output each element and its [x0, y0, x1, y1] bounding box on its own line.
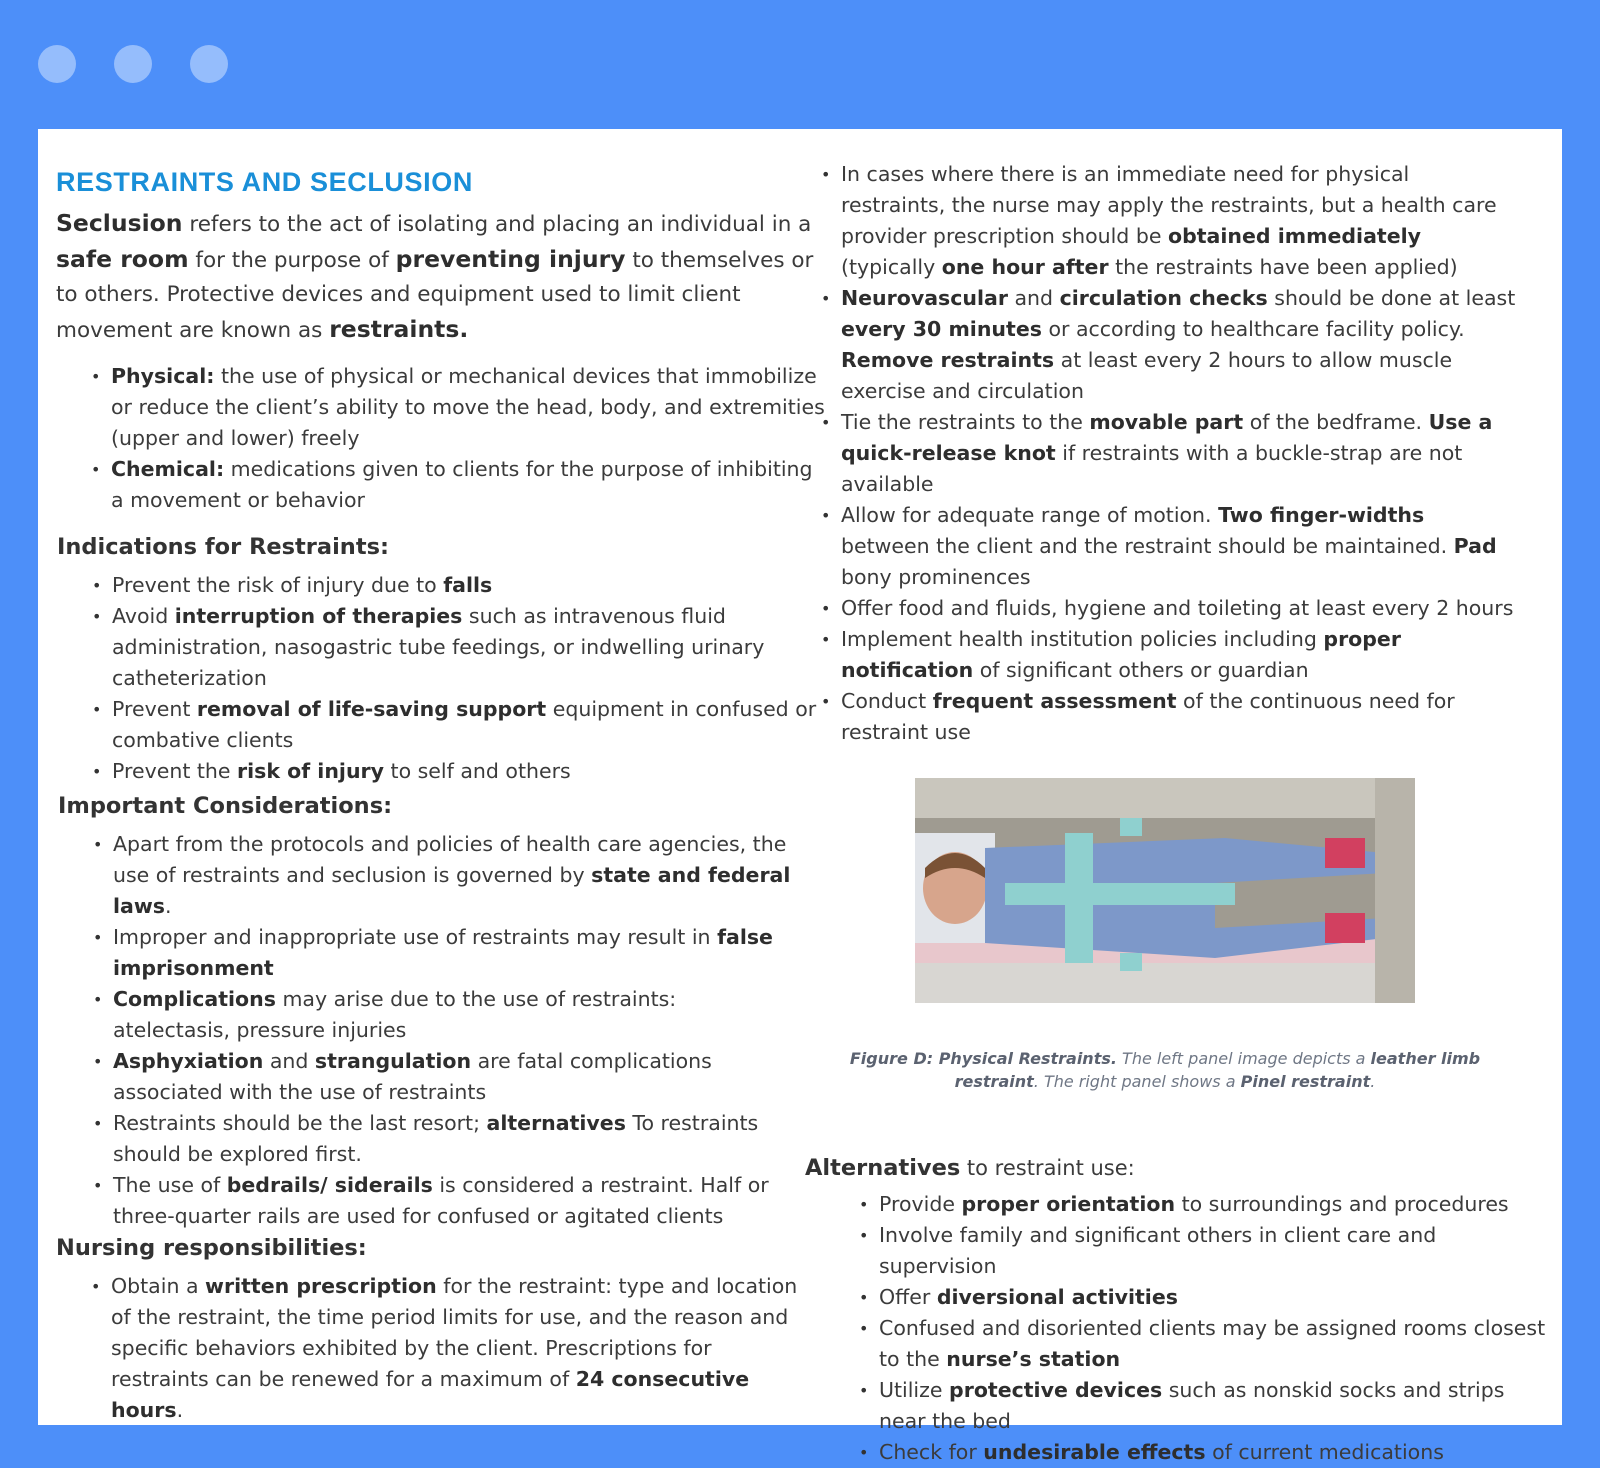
item-bold: strangulation — [314, 1049, 472, 1073]
list-item — [841, 624, 1516, 686]
item-text: equipment in confused or combative clients — [112, 697, 817, 752]
item-bold: Neurovascular — [841, 286, 1008, 310]
item-bold: bedrails/ siderails — [226, 1173, 433, 1197]
heading-text: to restraint use: — [960, 1156, 1135, 1180]
item-text: Confused and disoriented clients may be assigned rooms closest to the — [879, 1316, 1546, 1371]
window-dot-1[interactable] — [38, 45, 76, 83]
caption-bold: Figure D: Physical Restraints. — [849, 1049, 1117, 1068]
item-bold: Pad — [1453, 534, 1497, 558]
item-text: should be done at least — [1267, 286, 1516, 310]
item-text: and — [263, 1049, 315, 1073]
list-item — [112, 756, 831, 787]
item-text: Prevent the — [112, 759, 238, 783]
item-bold: movable part — [1089, 410, 1244, 434]
item-text: of the continuous need for restraint use — [841, 689, 1455, 744]
item-bold: removal of life-saving support — [196, 697, 547, 721]
figure — [805, 778, 1525, 1093]
list-item — [113, 922, 793, 984]
right-column — [805, 159, 1545, 1468]
indications-list — [112, 570, 831, 787]
list-item — [113, 1170, 793, 1232]
restraint-photo — [915, 778, 1415, 1003]
list-item — [113, 984, 793, 1046]
left-column — [56, 159, 831, 1426]
item-bold: Use a quick-release knot — [841, 410, 1493, 465]
caption-text: The left panel image depicts a — [1116, 1049, 1371, 1068]
item-bold: Asphyxiation — [113, 1049, 264, 1073]
item-text: may arise due to the use of restraints: atelectasis, pressure injuries — [113, 987, 677, 1042]
list-item — [113, 1046, 793, 1108]
item-text: such as nonskid socks and strips near the bed — [879, 1378, 1505, 1433]
nursing-heading: Nursing responsibilities: — [56, 1235, 367, 1261]
item-text: Improper and inappropriate use of restraints may result in — [113, 925, 718, 949]
item-text: medications given to clients for the purpose of inhibiting a movement or behavior — [111, 457, 813, 512]
item-bold: obtained immediately — [1167, 224, 1421, 248]
item-bold: diversional activities — [936, 1285, 1178, 1309]
item-text: at least every 2 hours to allow muscle exercise and circulation — [841, 348, 1453, 403]
item-bold: undesirable effects — [983, 1440, 1206, 1464]
item-text: is considered a restraint. Half or three-quarter rails are used for confused or agitated clients — [113, 1173, 769, 1228]
item-text: Conduct — [841, 689, 933, 713]
document-page — [38, 129, 1562, 1464]
item-text: Check for — [879, 1440, 984, 1464]
caption-bold: leather limb restraint — [954, 1049, 1481, 1091]
item-bold: state and federal laws — [113, 863, 791, 918]
page-title: RESTRAINTS AND SECLUSION — [56, 167, 473, 197]
considerations-list — [113, 829, 793, 1232]
considerations-heading: Important Considerations: — [58, 793, 393, 819]
item-text: between the client and the restraint should be maintained. — [841, 534, 1454, 558]
list-item — [111, 1271, 811, 1426]
item-text: To restraints should be explored first. — [113, 1111, 759, 1166]
list-item — [113, 829, 793, 922]
intro-text: for the purpose of — [188, 248, 396, 273]
list-item — [841, 283, 1516, 407]
caption-text: . — [1370, 1072, 1376, 1091]
patient-in-restraints-illustration — [915, 778, 1415, 1003]
list-item — [841, 500, 1516, 593]
restraint-types-list — [111, 361, 831, 516]
item-bold: 24 consecutive hours — [111, 1367, 750, 1422]
item-bold: proper notification — [841, 627, 1401, 682]
list-item — [841, 686, 1516, 748]
list-item — [112, 601, 831, 694]
list-item — [113, 1108, 793, 1170]
item-bold: Chemical: — [111, 457, 225, 481]
item-text: . — [176, 1398, 184, 1422]
intro-text: to themselves or to others. — [56, 248, 814, 307]
item-bold: every 30 minutes — [841, 317, 1042, 341]
item-text: (typically — [841, 255, 942, 279]
list-item — [879, 1282, 1549, 1313]
item-text: The use of — [113, 1173, 227, 1197]
item-text: of the bedframe. — [1243, 410, 1429, 434]
intro-text: refers to the act of isolating and placing an individual in a — [182, 212, 812, 237]
item-text: the use of physical or mechanical devices that immobilize or reduce the client’s ability to move the head, body, and extremities (upper and lower) freely — [111, 364, 825, 450]
list-item — [111, 361, 831, 454]
item-text: Involve family and significant others in client care and supervision — [879, 1223, 1437, 1278]
window-dot-3[interactable] — [190, 45, 228, 83]
nursing-list — [111, 1271, 811, 1426]
item-bold: protective devices — [949, 1378, 1163, 1402]
list-item — [879, 1220, 1549, 1282]
item-text: Implement health institution policies including — [841, 627, 1324, 651]
caption-text: . The right panel shows a — [1033, 1072, 1241, 1091]
term-preventing-injury: preventing injury — [395, 245, 626, 273]
term-restraints: restraints. — [329, 315, 469, 343]
item-text: are fatal complications associated with the use of restraints — [113, 1049, 712, 1104]
alternatives-list — [879, 1189, 1549, 1468]
item-text: or according to healthcare facility policy. — [1041, 317, 1465, 341]
item-text: Restraints should be the last resort; — [113, 1111, 487, 1135]
list-item — [879, 1437, 1549, 1468]
indications-heading: Indications for Restraints: — [57, 534, 389, 560]
item-text: Utilize — [879, 1378, 950, 1402]
item-text: Tie the restraints to the — [841, 410, 1090, 434]
item-text: Prevent the risk of injury due to — [112, 573, 444, 597]
figure-caption — [805, 1047, 1525, 1093]
term-safe-room: safe room — [56, 245, 189, 273]
item-text: Apart from the protocols and policies of health care agencies, the use of restraints and seclusion is governed by — [113, 832, 787, 887]
list-item — [112, 570, 831, 601]
window-dot-2[interactable] — [114, 45, 152, 83]
intro-text: Protective devices and equipment used to limit client movement are known as — [56, 282, 741, 343]
item-text: for the restraint: type and location of the restraint, the time period limits for use, and the reason and specific behaviors exhibited by the client. Prescriptions for restraints can be renewed for a maximum of — [111, 1274, 798, 1391]
list-item — [841, 407, 1516, 500]
item-bold: Two finger-widths — [1218, 503, 1425, 527]
item-bold: falls — [443, 573, 493, 597]
item-text: to self and others — [384, 759, 571, 783]
list-item — [879, 1189, 1549, 1220]
item-text: Provide — [879, 1192, 962, 1216]
item-bold: nurse’s station — [946, 1347, 1121, 1371]
nursing-list-continued — [841, 159, 1516, 748]
item-text: . — [165, 894, 172, 918]
item-bold: Physical: — [111, 364, 215, 388]
list-item — [111, 454, 831, 516]
list-item — [841, 593, 1516, 624]
item-text: to surroundings and procedures — [1175, 1192, 1509, 1216]
item-text: such as intravenous fluid administration, nasogastric tube feedings, or indwelling urinary catheterization — [112, 604, 765, 690]
item-text: bony prominences — [841, 565, 1031, 589]
list-item — [879, 1375, 1549, 1437]
item-bold: risk of injury — [237, 759, 385, 783]
item-bold: written prescription — [205, 1274, 437, 1298]
item-bold: frequent assessment — [932, 689, 1177, 713]
item-bold: false imprisonment — [113, 925, 773, 980]
intro-paragraph — [56, 206, 831, 348]
item-text: Offer — [879, 1285, 937, 1309]
item-text: Obtain a — [111, 1274, 206, 1298]
item-text: Allow for adequate range of motion. — [841, 503, 1219, 527]
item-text: of current medications — [1205, 1440, 1444, 1464]
item-text: of significant others or guardian — [973, 658, 1309, 682]
heading-bold: Alternatives — [805, 1155, 961, 1181]
item-text: the restraints have been applied) — [1108, 255, 1458, 279]
item-bold: proper orientation — [961, 1192, 1176, 1216]
item-bold: circulation checks — [1059, 286, 1268, 310]
item-bold: Remove restraints — [841, 348, 1055, 372]
item-bold: interruption of therapies — [174, 604, 463, 628]
list-item — [879, 1313, 1549, 1375]
item-text: Prevent — [112, 697, 197, 721]
item-text: Avoid — [112, 604, 175, 628]
item-text: and — [1007, 286, 1060, 310]
alternatives-heading — [805, 1155, 1545, 1181]
window-controls — [38, 45, 228, 83]
item-bold: one hour after — [941, 255, 1109, 279]
list-item — [841, 159, 1516, 283]
item-text: Offer food and fluids, hygiene and toileting at least every 2 hours — [841, 596, 1514, 620]
item-bold: Complications — [113, 987, 276, 1011]
item-text: if restraints with a buckle-strap are not available — [841, 441, 1463, 496]
item-bold: alternatives — [486, 1111, 626, 1135]
item-text: In cases where there is an immediate need for physical restraints, the nurse may apply the restraints, but a health care provider prescription should be — [841, 162, 1497, 248]
caption-bold: Pinel restraint — [1240, 1072, 1371, 1091]
term-seclusion: Seclusion — [56, 209, 183, 237]
list-item — [112, 694, 831, 756]
